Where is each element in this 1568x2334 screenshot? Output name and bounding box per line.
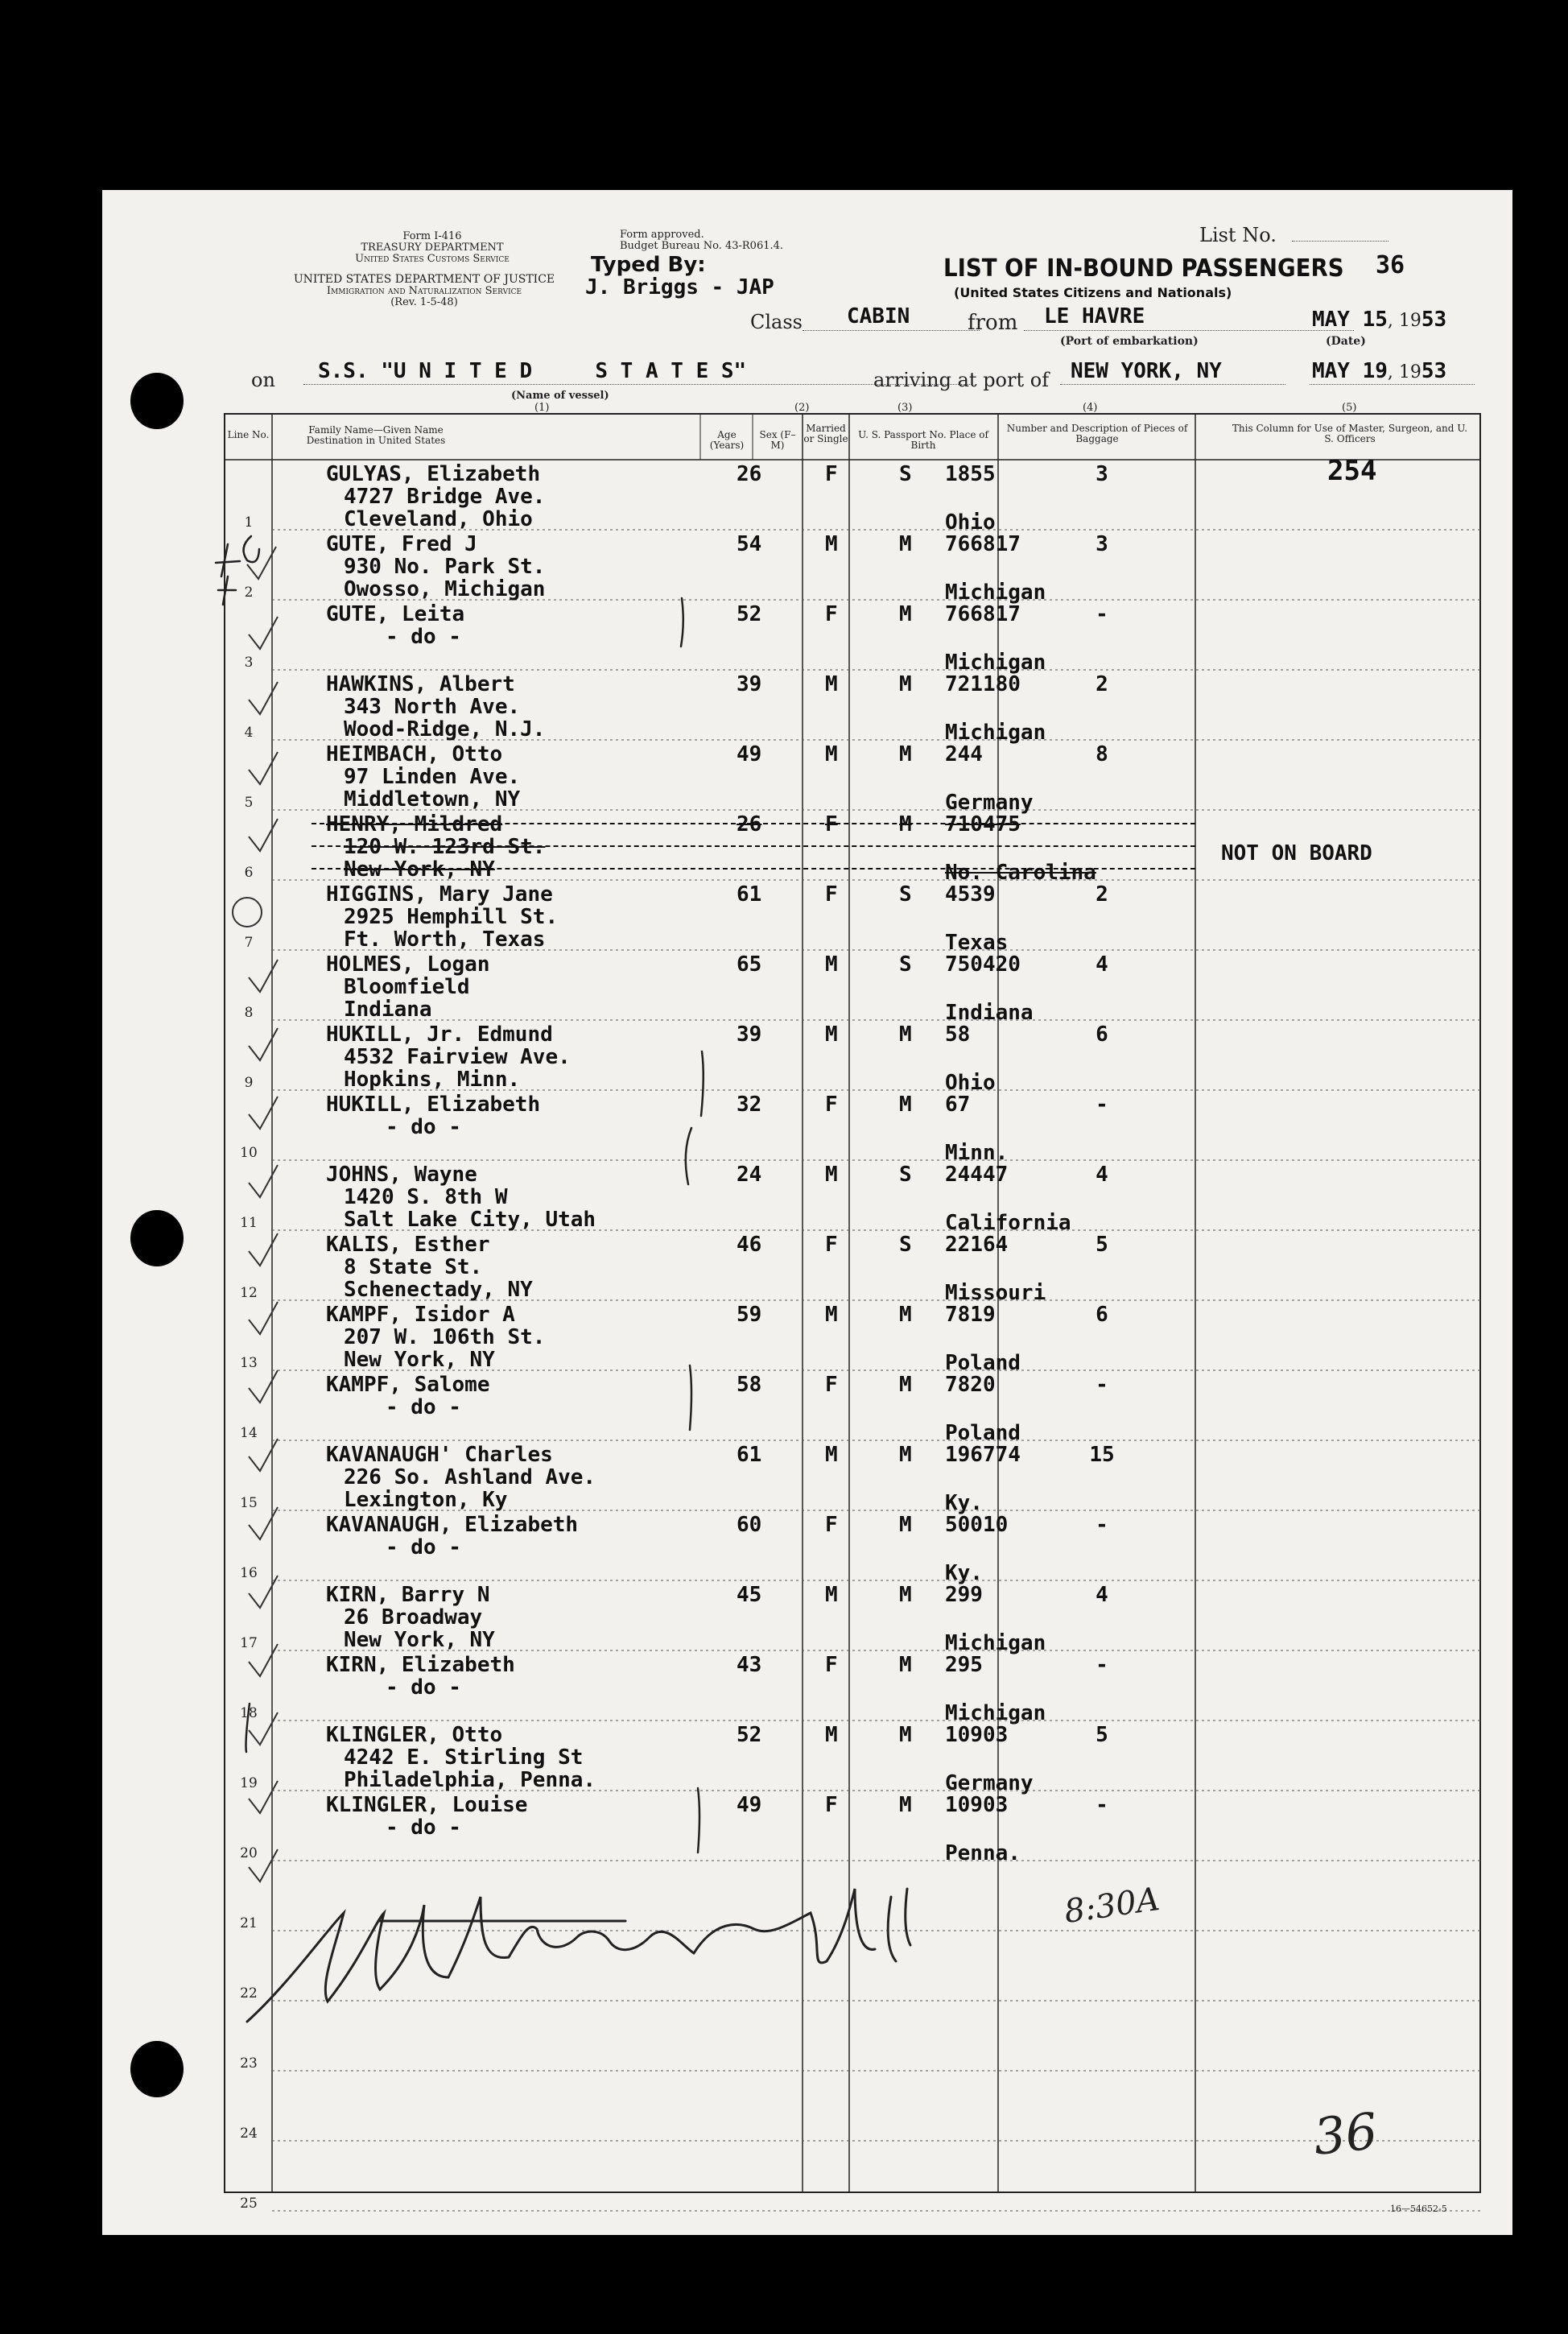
place-of-birth: No. Carolina (945, 861, 1096, 885)
address-line-2: Cleveland, Ohio (344, 507, 533, 531)
marital-status: M (899, 672, 912, 696)
age: 59 (737, 1303, 762, 1327)
marital-status: S (899, 1163, 912, 1187)
class-value: CABIN (847, 304, 910, 328)
col-num-4: (4) (1083, 402, 1098, 414)
punch-hole (130, 1210, 184, 1266)
baggage-count: 4 (1096, 1163, 1108, 1187)
line-number: 1 (244, 514, 254, 531)
passport-number: 1855 (945, 462, 996, 486)
baggage-count: - (1096, 602, 1108, 626)
budget-bureau-no: Budget Bureau No. 43-R061.4. (620, 240, 784, 252)
age: 39 (737, 672, 762, 696)
baggage-count: 2 (1096, 882, 1108, 907)
passport-number: 7819 (945, 1303, 996, 1327)
passenger-name: KAMPF, Isidor A (326, 1303, 515, 1327)
passport-number: 750420 (945, 952, 1021, 977)
list-title: LIST OF IN-BOUND PASSENGERS (943, 254, 1344, 283)
list-no-value: 36 (1376, 251, 1405, 279)
line-number: 16 (240, 1565, 258, 1581)
address-line-2: Indiana (344, 998, 432, 1022)
sex: F (825, 882, 838, 907)
form-number: Form I-416 (402, 230, 462, 242)
passenger-name: HUKILL, Jr. Edmund (326, 1022, 553, 1047)
age: 61 (737, 882, 762, 907)
address-line-2: Owosso, Michigan (344, 577, 546, 601)
line-number: 24 (240, 2125, 258, 2142)
address-line-2: New York, NY (344, 1348, 495, 1372)
line-number: 25 (240, 2196, 258, 2212)
sex: M (825, 1443, 838, 1467)
place-of-birth: Ky. (945, 1561, 983, 1585)
address-line-1: 930 No. Park St. (344, 555, 546, 579)
address-line-1: 26 Broadway (344, 1605, 483, 1630)
passenger-name: GUTE, Fred J (326, 532, 477, 556)
age: 39 (737, 1022, 762, 1047)
marital-status: M (899, 1583, 912, 1607)
passport-number: 766817 (945, 602, 1021, 626)
vessel-caption: (Name of vessel) (511, 390, 609, 402)
address-line-1: 343 North Ave. (344, 695, 521, 719)
line-number: 13 (240, 1355, 258, 1371)
line-number: 23 (240, 2055, 258, 2072)
line-number: 8 (244, 1005, 254, 1021)
line-number: 4 (244, 725, 254, 741)
baggage-count: 3 (1096, 462, 1108, 486)
address-line-1: Bloomfield (344, 975, 470, 999)
line-number: 19 (240, 1775, 258, 1791)
age: 52 (737, 602, 762, 626)
line-number: 12 (240, 1285, 258, 1301)
passenger-name: KIRN, Barry N (326, 1583, 490, 1607)
place-of-birth: Germany (945, 791, 1034, 815)
sex: F (825, 1233, 838, 1257)
line-number: 7 (244, 935, 254, 951)
passenger-name: HEIMBACH, Otto (326, 742, 503, 766)
passport-number: 22164 (945, 1233, 1009, 1257)
document-page (102, 190, 1512, 2235)
place-of-birth: Michigan (945, 651, 1046, 675)
age: 49 (737, 742, 762, 766)
baggage-count: 8 (1096, 742, 1108, 766)
line-number: 9 (244, 1075, 254, 1091)
baggage-count: 2 (1096, 672, 1108, 696)
address-line-1: 207 W. 106th St. (344, 1325, 546, 1349)
passport-number: 67 (945, 1093, 971, 1117)
passenger-name: HAWKINS, Albert (326, 672, 515, 696)
line-number: 11 (240, 1215, 258, 1231)
sex: F (825, 1373, 838, 1397)
passport-number: 766817 (945, 532, 1021, 556)
arrival-date: MAY 19, 1953 (1312, 359, 1447, 383)
sex: M (825, 532, 838, 556)
baggage-count: - (1096, 1513, 1108, 1537)
sex: F (825, 1513, 838, 1537)
port-caption: (Port of embarkation) (1060, 335, 1199, 348)
sex: M (825, 672, 838, 696)
place-of-birth: Germany (945, 1771, 1034, 1795)
sex: F (825, 462, 838, 486)
address-line-1: - do - (386, 1535, 461, 1559)
place-of-birth: Poland (945, 1421, 1021, 1445)
marital-status: M (899, 1793, 912, 1817)
sex: F (825, 1793, 838, 1817)
passenger-name: KLINGLER, Louise (326, 1793, 528, 1817)
punch-hole (130, 373, 184, 429)
handwritten-marks (102, 190, 1512, 2235)
passport-number: 299 (945, 1583, 983, 1607)
marital-status: M (899, 1723, 912, 1747)
address-line-1: 2925 Hemphill St. (344, 905, 559, 929)
typed-by-value: J. Briggs - JAP (585, 275, 774, 299)
marital-status: S (899, 1233, 912, 1257)
address-line-1: 4242 E. Stirling St (344, 1745, 584, 1770)
col-header-married: Married or Single (803, 423, 848, 444)
sex: M (825, 742, 838, 766)
address-line-2: Hopkins, Minn. (344, 1068, 521, 1092)
age: 45 (737, 1583, 762, 1607)
form-revision: (Rev. 1-5-48) (390, 296, 458, 308)
age: 52 (737, 1723, 762, 1747)
baggage-count: 4 (1096, 1583, 1108, 1607)
address-line-2: New York, NY (344, 857, 495, 882)
passport-number: 10903 (945, 1793, 1009, 1817)
list-no-label: List No. (1199, 224, 1277, 246)
passenger-name: KAVANAUGH, Elizabeth (326, 1513, 579, 1537)
line-number: 10 (240, 1145, 258, 1161)
sex: F (825, 1653, 838, 1677)
col-header-line: Line No. (227, 429, 270, 440)
line-number: 15 (240, 1495, 258, 1511)
place-of-birth: Penna. (945, 1841, 1021, 1865)
officer-note: 254 (1327, 455, 1377, 487)
customs-service: United States Customs Service (355, 253, 510, 265)
baggage-count: 6 (1096, 1022, 1108, 1047)
handwritten-time: 8:30A (1062, 1880, 1162, 1931)
line-number: 21 (240, 1915, 258, 1931)
marital-status: M (899, 1443, 912, 1467)
line-number: 5 (244, 795, 254, 811)
typed-by-label: Typed By: (591, 253, 706, 277)
age: 58 (737, 1373, 762, 1397)
form-approved: Form approved. (620, 229, 704, 241)
baggage-count: 6 (1096, 1303, 1108, 1327)
col-header-passport: U. S. Passport No. Place of Birth (858, 429, 988, 451)
passenger-name: KAMPF, Salome (326, 1373, 490, 1397)
sex: M (825, 1583, 838, 1607)
place-of-birth: Missouri (945, 1281, 1046, 1305)
address-line-1: - do - (386, 1675, 461, 1700)
punch-hole (130, 2041, 184, 2097)
line-number: 2 (244, 585, 254, 601)
col-num-3: (3) (897, 402, 913, 414)
age: 60 (737, 1513, 762, 1537)
place-of-birth: Poland (945, 1351, 1021, 1375)
place-of-birth: Michigan (945, 1631, 1046, 1655)
passenger-name: HUKILL, Elizabeth (326, 1093, 541, 1117)
age: 49 (737, 1793, 762, 1817)
baggage-count: 15 (1089, 1443, 1115, 1467)
sex: M (825, 1022, 838, 1047)
date-caption: (Date) (1326, 335, 1366, 348)
place-of-birth: Texas (945, 931, 1009, 955)
marital-status: M (899, 1653, 912, 1677)
address-line-1: 226 So. Ashland Ave. (344, 1465, 596, 1489)
sex: M (825, 952, 838, 977)
place-of-birth: Ohio (945, 1071, 996, 1095)
col-num-2: (2) (794, 402, 810, 414)
marital-status: M (899, 1303, 912, 1327)
marital-status: M (899, 812, 912, 837)
passport-number: 710475 (945, 812, 1021, 837)
vessel-col-num: (1) (534, 402, 550, 414)
line-number: 3 (244, 655, 254, 671)
place-of-birth: Michigan (945, 1701, 1046, 1725)
baggage-count: 5 (1096, 1723, 1108, 1747)
age: 24 (737, 1163, 762, 1187)
baggage-count: 3 (1096, 532, 1108, 556)
arriving-label: arriving at port of (873, 369, 1050, 391)
place-of-birth: Ky. (945, 1491, 983, 1515)
line-number: 22 (240, 1985, 258, 2001)
passport-number: 244 (945, 742, 983, 766)
passport-number: 196774 (945, 1443, 1021, 1467)
class-label: Class (750, 311, 803, 333)
marital-status: S (899, 952, 912, 977)
address-line-1: - do - (386, 1115, 461, 1139)
address-line-1: 4532 Fairview Ave. (344, 1045, 571, 1069)
age: 61 (737, 1443, 762, 1467)
age: 26 (737, 462, 762, 486)
place-of-birth: Michigan (945, 721, 1046, 745)
line-number: 6 (244, 865, 254, 881)
passport-number: 4539 (945, 882, 996, 907)
on-label: on (251, 369, 275, 391)
sex: M (825, 1303, 838, 1327)
col-header-sex: Sex (F–M) (759, 429, 796, 451)
marital-status: M (899, 1373, 912, 1397)
address-line-2: Wood-Ridge, N.J. (344, 717, 546, 742)
passenger-name: HOLMES, Logan (326, 952, 490, 977)
place-of-birth: Michigan (945, 580, 1046, 605)
passenger-name: JOHNS, Wayne (326, 1163, 477, 1187)
address-line-1: 4727 Bridge Ave. (344, 485, 546, 509)
col-header-name: Family Name—Given Name Destination in United States (306, 424, 446, 446)
marital-status: M (899, 742, 912, 766)
place-of-birth: Indiana (945, 1001, 1034, 1025)
passenger-name: GULYAS, Elizabeth (326, 462, 541, 486)
place-of-birth: Ohio (945, 510, 996, 535)
sex: F (825, 602, 838, 626)
baggage-count: 4 (1096, 952, 1108, 977)
vessel-name: S.S. "U N I T E D S T A T E S" (318, 359, 747, 383)
marital-status: M (899, 1093, 912, 1117)
ins-service: Immigration and Naturalization Service (326, 285, 522, 297)
marital-status: M (899, 602, 912, 626)
address-line-2: Schenectady, NY (344, 1278, 533, 1302)
address-line-2: Middletown, NY (344, 787, 521, 812)
place-of-birth: California (945, 1211, 1071, 1235)
address-line-2: Salt Lake City, Utah (344, 1208, 596, 1232)
address-line-1: - do - (386, 625, 461, 649)
marital-status: S (899, 882, 912, 907)
passenger-name: HENRY, Mildred (326, 812, 503, 837)
baggage-count: - (1096, 1373, 1108, 1397)
sex: F (825, 1093, 838, 1117)
sex: M (825, 1163, 838, 1187)
officer-note: NOT ON BOARD (1221, 841, 1372, 865)
line-number: 14 (240, 1425, 258, 1441)
baggage-count: - (1096, 1653, 1108, 1677)
passport-number: 721180 (945, 672, 1021, 696)
col-header-officers: This Column for Use of Master, Surgeon, and U. S. Officers (1232, 423, 1468, 444)
baggage-count: 5 (1096, 1233, 1108, 1257)
from-value: LE HAVRE (1044, 304, 1145, 328)
age: 65 (737, 952, 762, 977)
passport-number: 24447 (945, 1163, 1009, 1187)
marital-status: M (899, 532, 912, 556)
passport-number: 10903 (945, 1723, 1009, 1747)
age: 32 (737, 1093, 762, 1117)
line-number: 18 (240, 1705, 258, 1721)
handwritten-page-number: 36 (1310, 2101, 1380, 2167)
address-line-1: 97 Linden Ave. (344, 765, 521, 789)
address-line-2: Philadelphia, Penna. (344, 1768, 596, 1792)
col-header-baggage: Number and Description of Pieces of Baggage (1006, 423, 1188, 444)
address-line-2: Ft. Worth, Texas (344, 927, 546, 952)
marital-status: M (899, 1513, 912, 1537)
passenger-name: KLINGLER, Otto (326, 1723, 503, 1747)
passenger-name: HIGGINS, Mary Jane (326, 882, 553, 907)
print-code: 16—54652-5 (1390, 2204, 1447, 2214)
marital-status: S (899, 462, 912, 486)
place-of-birth: Minn. (945, 1141, 1009, 1165)
arrival-port: NEW YORK, NY (1071, 359, 1222, 383)
marital-status: M (899, 1022, 912, 1047)
line-number: 17 (240, 1635, 258, 1651)
address-line-1: 1420 S. 8th W (344, 1185, 508, 1209)
list-subtitle: (United States Citizens and Nationals) (954, 285, 1232, 300)
line-number: 20 (240, 1845, 258, 1861)
from-label: from (968, 311, 1018, 335)
sex: M (825, 1723, 838, 1747)
address-line-1: - do - (386, 1395, 461, 1419)
passport-number: 50010 (945, 1513, 1009, 1537)
sex: F (825, 812, 838, 837)
passenger-name: GUTE, Leita (326, 602, 465, 626)
age: 43 (737, 1653, 762, 1677)
address-line-2: Lexington, Ky (344, 1488, 508, 1512)
justice-dept: UNITED STATES DEPARTMENT OF JUSTICE (293, 273, 555, 286)
passport-number: 295 (945, 1653, 983, 1677)
baggage-count: - (1096, 1793, 1108, 1817)
age: 26 (737, 812, 762, 837)
list-date: MAY 15, 1953 (1312, 308, 1447, 332)
col-num-5: (5) (1342, 402, 1357, 414)
address-line-1: 120 W. 123rd St. (344, 835, 546, 859)
treasury-dept: TREASURY DEPARTMENT (361, 242, 504, 254)
address-line-2: New York, NY (344, 1628, 495, 1652)
passenger-name: KAVANAUGH' Charles (326, 1443, 553, 1467)
passport-number: 58 (945, 1022, 971, 1047)
passenger-name: KIRN, Elizabeth (326, 1653, 515, 1677)
address-line-1: 8 State St. (344, 1255, 483, 1279)
age: 46 (737, 1233, 762, 1257)
baggage-count: - (1096, 1093, 1108, 1117)
passport-number: 7820 (945, 1373, 996, 1397)
col-header-age: Age (Years) (709, 429, 745, 451)
age: 54 (737, 532, 762, 556)
address-line-1: - do - (386, 1816, 461, 1840)
passenger-name: KALIS, Esther (326, 1233, 490, 1257)
